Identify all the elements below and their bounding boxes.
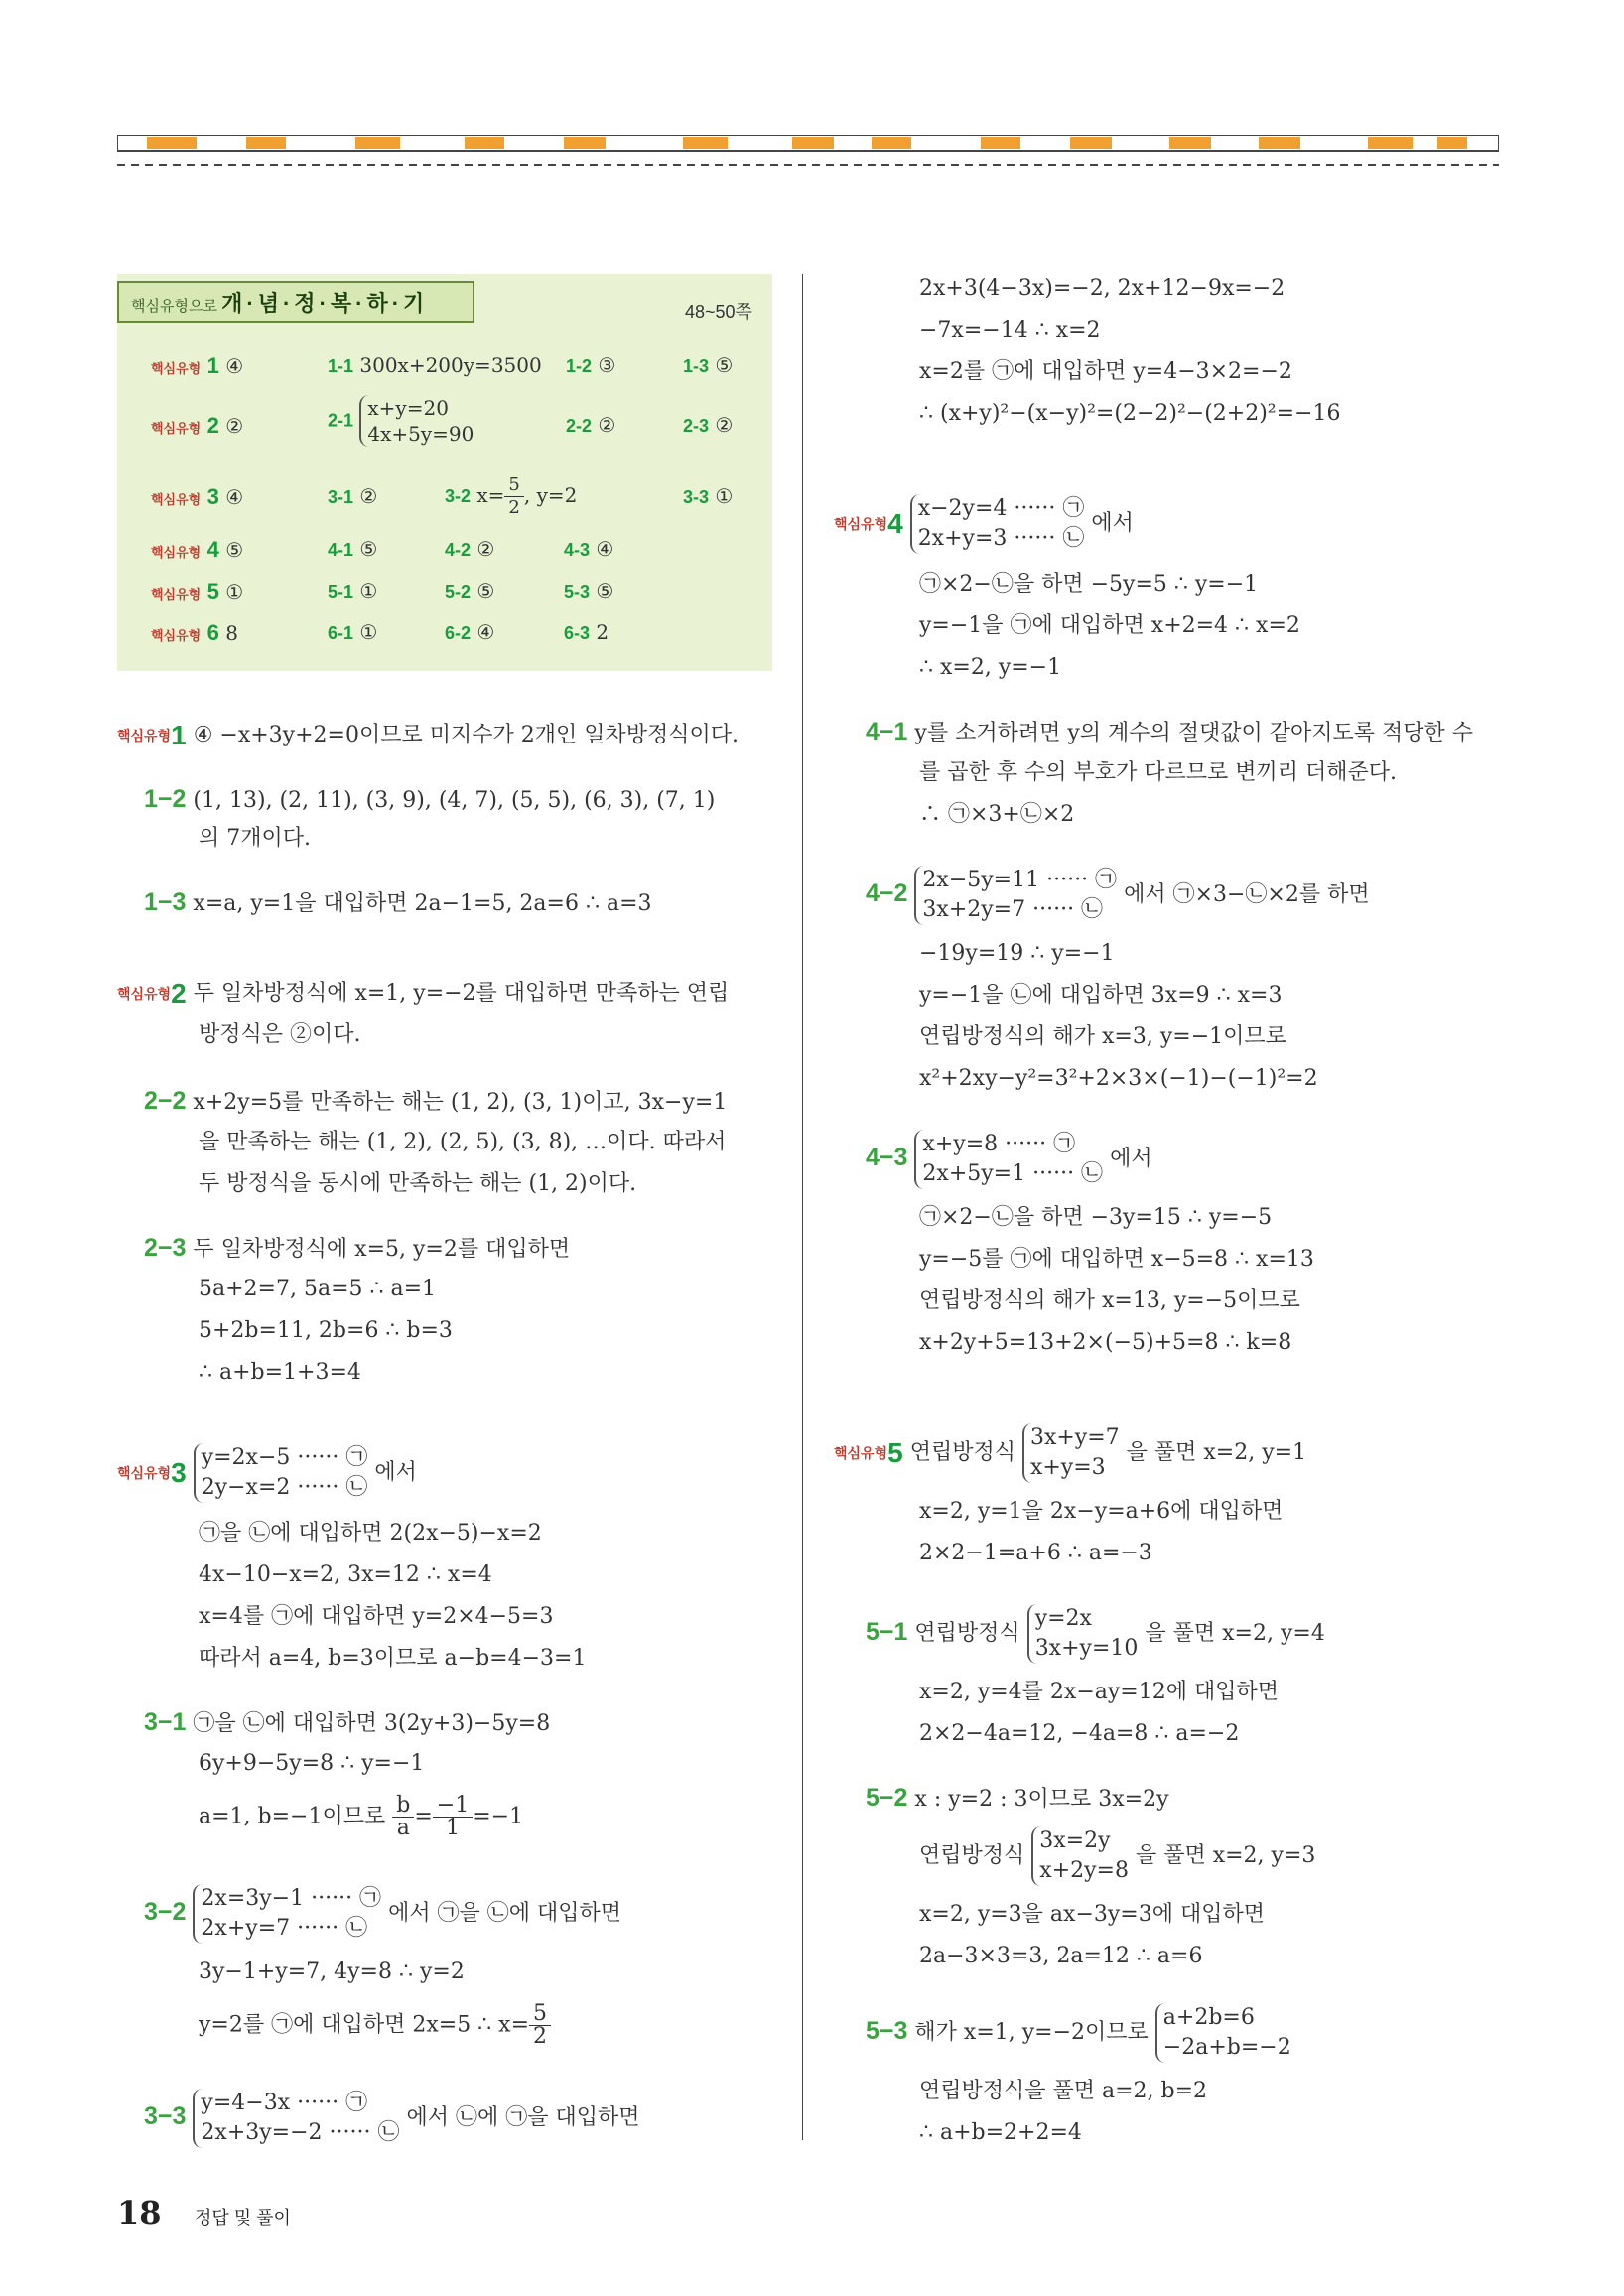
solution-5-1: 5−1 연립방정식 y=2x 3x+y=10 을 풀면 x=2, y=4 [866,1604,1325,1664]
solution-3-2b: y=2를 ㉠에 대입하면 2x=5 ∴ x= $\frac{5}{2}$ [199,2003,551,2048]
solution-4-3c: 연립방정식의 해가 x=13, y=−5이므로 [919,1288,1300,1313]
solution-4-1c: ∴ ㉠×3+㉡×2 [919,802,1075,827]
summary-box [117,274,772,671]
summary-6-2: 6-2 ④ [445,620,495,644]
solution-1-2b: 의 7개이다. [199,826,311,851]
solution-5-3: 5−3 해가 x=1, y=−2이므로 a+2b=6 −2a+b=−2 [866,2003,1291,2063]
solution-2-2c: 두 방정식을 동시에 만족하는 해는 (1, 2)이다. [199,1171,637,1196]
solution-3-1c: a=1, b=−1이므로 $\frac{b}{a}$ = $\frac{-1}{1}$ =−1 [199,1793,524,1840]
solution-1-2: 1−2 (1, 13), (2, 11), (3, 9), (4, 7), (5, 5), (6, 3), (7, 1) [144,785,716,813]
solution-4-3a: ㉠×2−㉡을 하면 −3y=15 ∴ y=−5 [919,1205,1273,1230]
summary-1-1: 1-1 300x+200y=3500 [328,353,542,377]
summary-1-3: 1-3 ⑤ [683,353,734,377]
summary-row-1-type: 핵심유형 1 ④ [151,353,244,378]
solution-5-2: 5−2 x : y=2 : 3이므로 3x=2y [866,1784,1169,1812]
solution-3-2a: 3y−1+y=7, 4y=8 ∴ y=2 [199,1959,465,1984]
solution-4-2d: x²+2xy−y²=3²+2×3×(−1)−(−1)²=2 [919,1066,1318,1091]
solution-5-3b: ∴ a+b=2+2=4 [919,2120,1082,2145]
summary-title-big: 개·념·정·복·하·기 [221,291,429,316]
summary-4-2: 4-2 ② [445,537,495,561]
summary-row-6-type: 핵심유형 6 8 [151,620,238,645]
solution-5-2d: 2a−3×3=3, 2a=12 ∴ a=6 [919,1944,1203,1968]
summary-title [117,281,474,323]
footer-text: 정답 및 풀이 [195,2208,291,2228]
summary-5-2: 5-2 ⑤ [445,579,495,603]
solution-2-2: 2−2 x+2y=5를 만족하는 해는 (1, 2), (3, 1)이고, 3x−y=1 [144,1087,728,1115]
solution-4-1b: 를 곱한 후 수의 부호가 다르므로 변끼리 더해준다. [919,760,1397,785]
summary-row-4-type: 핵심유형 4 ⑤ [151,537,244,562]
summary-row-2-type: 핵심유형 2 ② [151,413,244,438]
solution-3-3: 3−3 y=4−3x ······ ㉠ 2x+3y=−2 ······ ㉡ 에서 ㉡에 ㉠을 대입하면 [144,2089,640,2148]
solution-2-3: 2−3 두 일차방정식에 x=5, y=2를 대입하면 [144,1234,571,1262]
summary-3-1: 3-1 ② [328,484,378,508]
solution-3-3a: 2x+3(4−3x)=−2, 2x+12−9x=−2 [919,276,1286,301]
solution-4-3b: y=−5를 ㉠에 대입하면 x−5=8 ∴ x=13 [919,1247,1314,1272]
solution-5: 핵심유형5 연립방정식 3x+y=7 x+y=3 을 풀면 x=2, y=1 [834,1423,1306,1483]
solution-2-3b: 5a+2=7, 5a=5 ∴ a=1 [199,1277,437,1301]
solution-4b: y=−1을 ㉠에 대입하면 x+2=4 ∴ x=2 [919,613,1300,638]
solution-5-1b: 2×2−4a=12, −4a=8 ∴ a=−2 [919,1721,1240,1746]
solution-5-2b: 연립방정식 3x=2y x+2y=8 을 풀면 x=2, y=3 [919,1826,1315,1886]
column-divider [802,274,803,2140]
solution-2-3d: ∴ a+b=1+3=4 [199,1360,361,1385]
summary-5-3: 5-3 ⑤ [564,579,614,603]
header-decoration [117,135,1499,195]
summary-4-1: 4-1 ⑤ [328,537,378,561]
solution-3c: x=4를 ㉠에 대입하면 y=2×4−5=3 [199,1604,554,1629]
summary-2-3: 2-3 ② [683,413,734,437]
solution-1-3: 1−3 x=a, y=1을 대입하면 2a−1=5, 2a=6 ∴ a=3 [144,888,652,916]
solution-4-2a: −19y=19 ∴ y=−1 [919,941,1115,966]
solution-3d: 따라서 a=4, b=3이므로 a−b=4−3=1 [199,1646,587,1671]
solution-2: 핵심유형2 두 일차방정식에 x=1, y=−2를 대입하면 만족하는 연립 [117,978,730,1009]
solution-4-3: 4−3 x+y=8 ······ ㉠ 2x+5y=1 ······ ㉡ 에서 [866,1130,1152,1189]
solution-3-1: 3−1 ㉠을 ㉡에 대입하면 3(2y+3)−5y=8 [144,1708,551,1736]
solution-3a: ㉠을 ㉡에 대입하면 2(2x−5)−x=2 [199,1521,542,1546]
summary-title-small: 핵심유형으로 [131,298,217,315]
solution-5a: x=2, y=1을 2x−y=a+6에 대입하면 [919,1499,1284,1524]
solution-2-2b: 을 만족하는 해는 (1, 2), (2, 5), (3, 8), …이다. 따라서 [199,1130,727,1154]
summary-3-3: 3-3 ① [683,484,734,508]
page-range: 48~50쪽 [685,302,752,322]
summary-row-3-type: 핵심유형 3 ④ [151,484,244,509]
solution-4-3d: x+2y+5=13+2×(−5)+5=8 ∴ k=8 [919,1330,1292,1355]
summary-row-5-type: 핵심유형 5 ① [151,579,244,604]
solution-3-3c: x=2를 ㉠에 대입하면 y=4−3×2=−2 [919,359,1292,384]
summary-2-1: 2-1 x+y=20 4x+5y=90 [328,396,474,446]
solution-1: 핵심유형1 ④ −x+3y+2=0이므로 미지수가 2개인 일차방정식이다. [117,720,739,750]
solution-2-3c: 5+2b=11, 2b=6 ∴ b=3 [199,1318,453,1343]
solution-4-2c: 연립방정식의 해가 x=3, y=−1이므로 [919,1024,1286,1049]
solution-3b: 4x−10−x=2, 3x=12 ∴ x=4 [199,1562,492,1587]
solution-4c: ∴ x=2, y=−1 [919,655,1062,680]
solution-5-3a: 연립방정식을 풀면 a=2, b=2 [919,2079,1208,2103]
solution-3-2: 3−2 2x=3y−1 ······ ㉠ 2x+y=7 ······ ㉡ 에서 ㉠을 ㉡에 대입하면 [144,1884,621,1944]
solution-4-1: 4−1 y를 소거하려면 y의 계수의 절댓값이 같아지도록 적당한 수 [866,718,1474,745]
summary-6-3: 6-3 2 [564,620,609,644]
solution-4-2b: y=−1을 ㉡에 대입하면 3x=9 ∴ x=3 [919,983,1283,1008]
summary-4-3: 4-3 ④ [564,537,614,561]
solution-4: 핵심유형4 x−2y=4 ······ ㉠ 2x+y=3 ······ ㉡ 에서 [834,494,1134,554]
solution-4-2: 4−2 2x−5y=11 ······ ㉠ 3x+2y=7 ······ ㉡ 에서 ㉠×3−㉡×2를 하면 [866,866,1370,925]
solution-4a: ㉠×2−㉡을 하면 −5y=5 ∴ y=−1 [919,572,1259,597]
solution-3-3d: ∴ (x+y)²−(x−y)²=(2−2)²−(2+2)²=−16 [919,401,1341,426]
summary-2-2: 2-2 ② [566,413,616,437]
solution-3-1b: 6y+9−5y=8 ∴ y=−1 [199,1751,425,1776]
solution-5-1a: x=2, y=4를 2x−ay=12에 대입하면 [919,1680,1279,1704]
solution-3: 핵심유형3 y=2x−5 ······ ㉠ 2y−x=2 ······ ㉡ 에서 [117,1443,417,1503]
summary-3-2: 3-2 x= $\frac{5}{2}$ , y=2 [445,474,578,518]
summary-6-1: 6-1 ① [328,620,378,644]
page-number: 18 [117,2194,162,2231]
solution-2b: 방정식은 ②이다. [199,1022,361,1047]
summary-5-1: 5-1 ① [328,579,378,603]
solution-5-2c: x=2, y=3을 ax−3y=3에 대입하면 [919,1902,1265,1927]
summary-1-2: 1-2 ③ [566,353,616,377]
solution-5b: 2×2−1=a+6 ∴ a=−3 [919,1541,1152,1565]
solution-3-3b: −7x=−14 ∴ x=2 [919,318,1101,342]
